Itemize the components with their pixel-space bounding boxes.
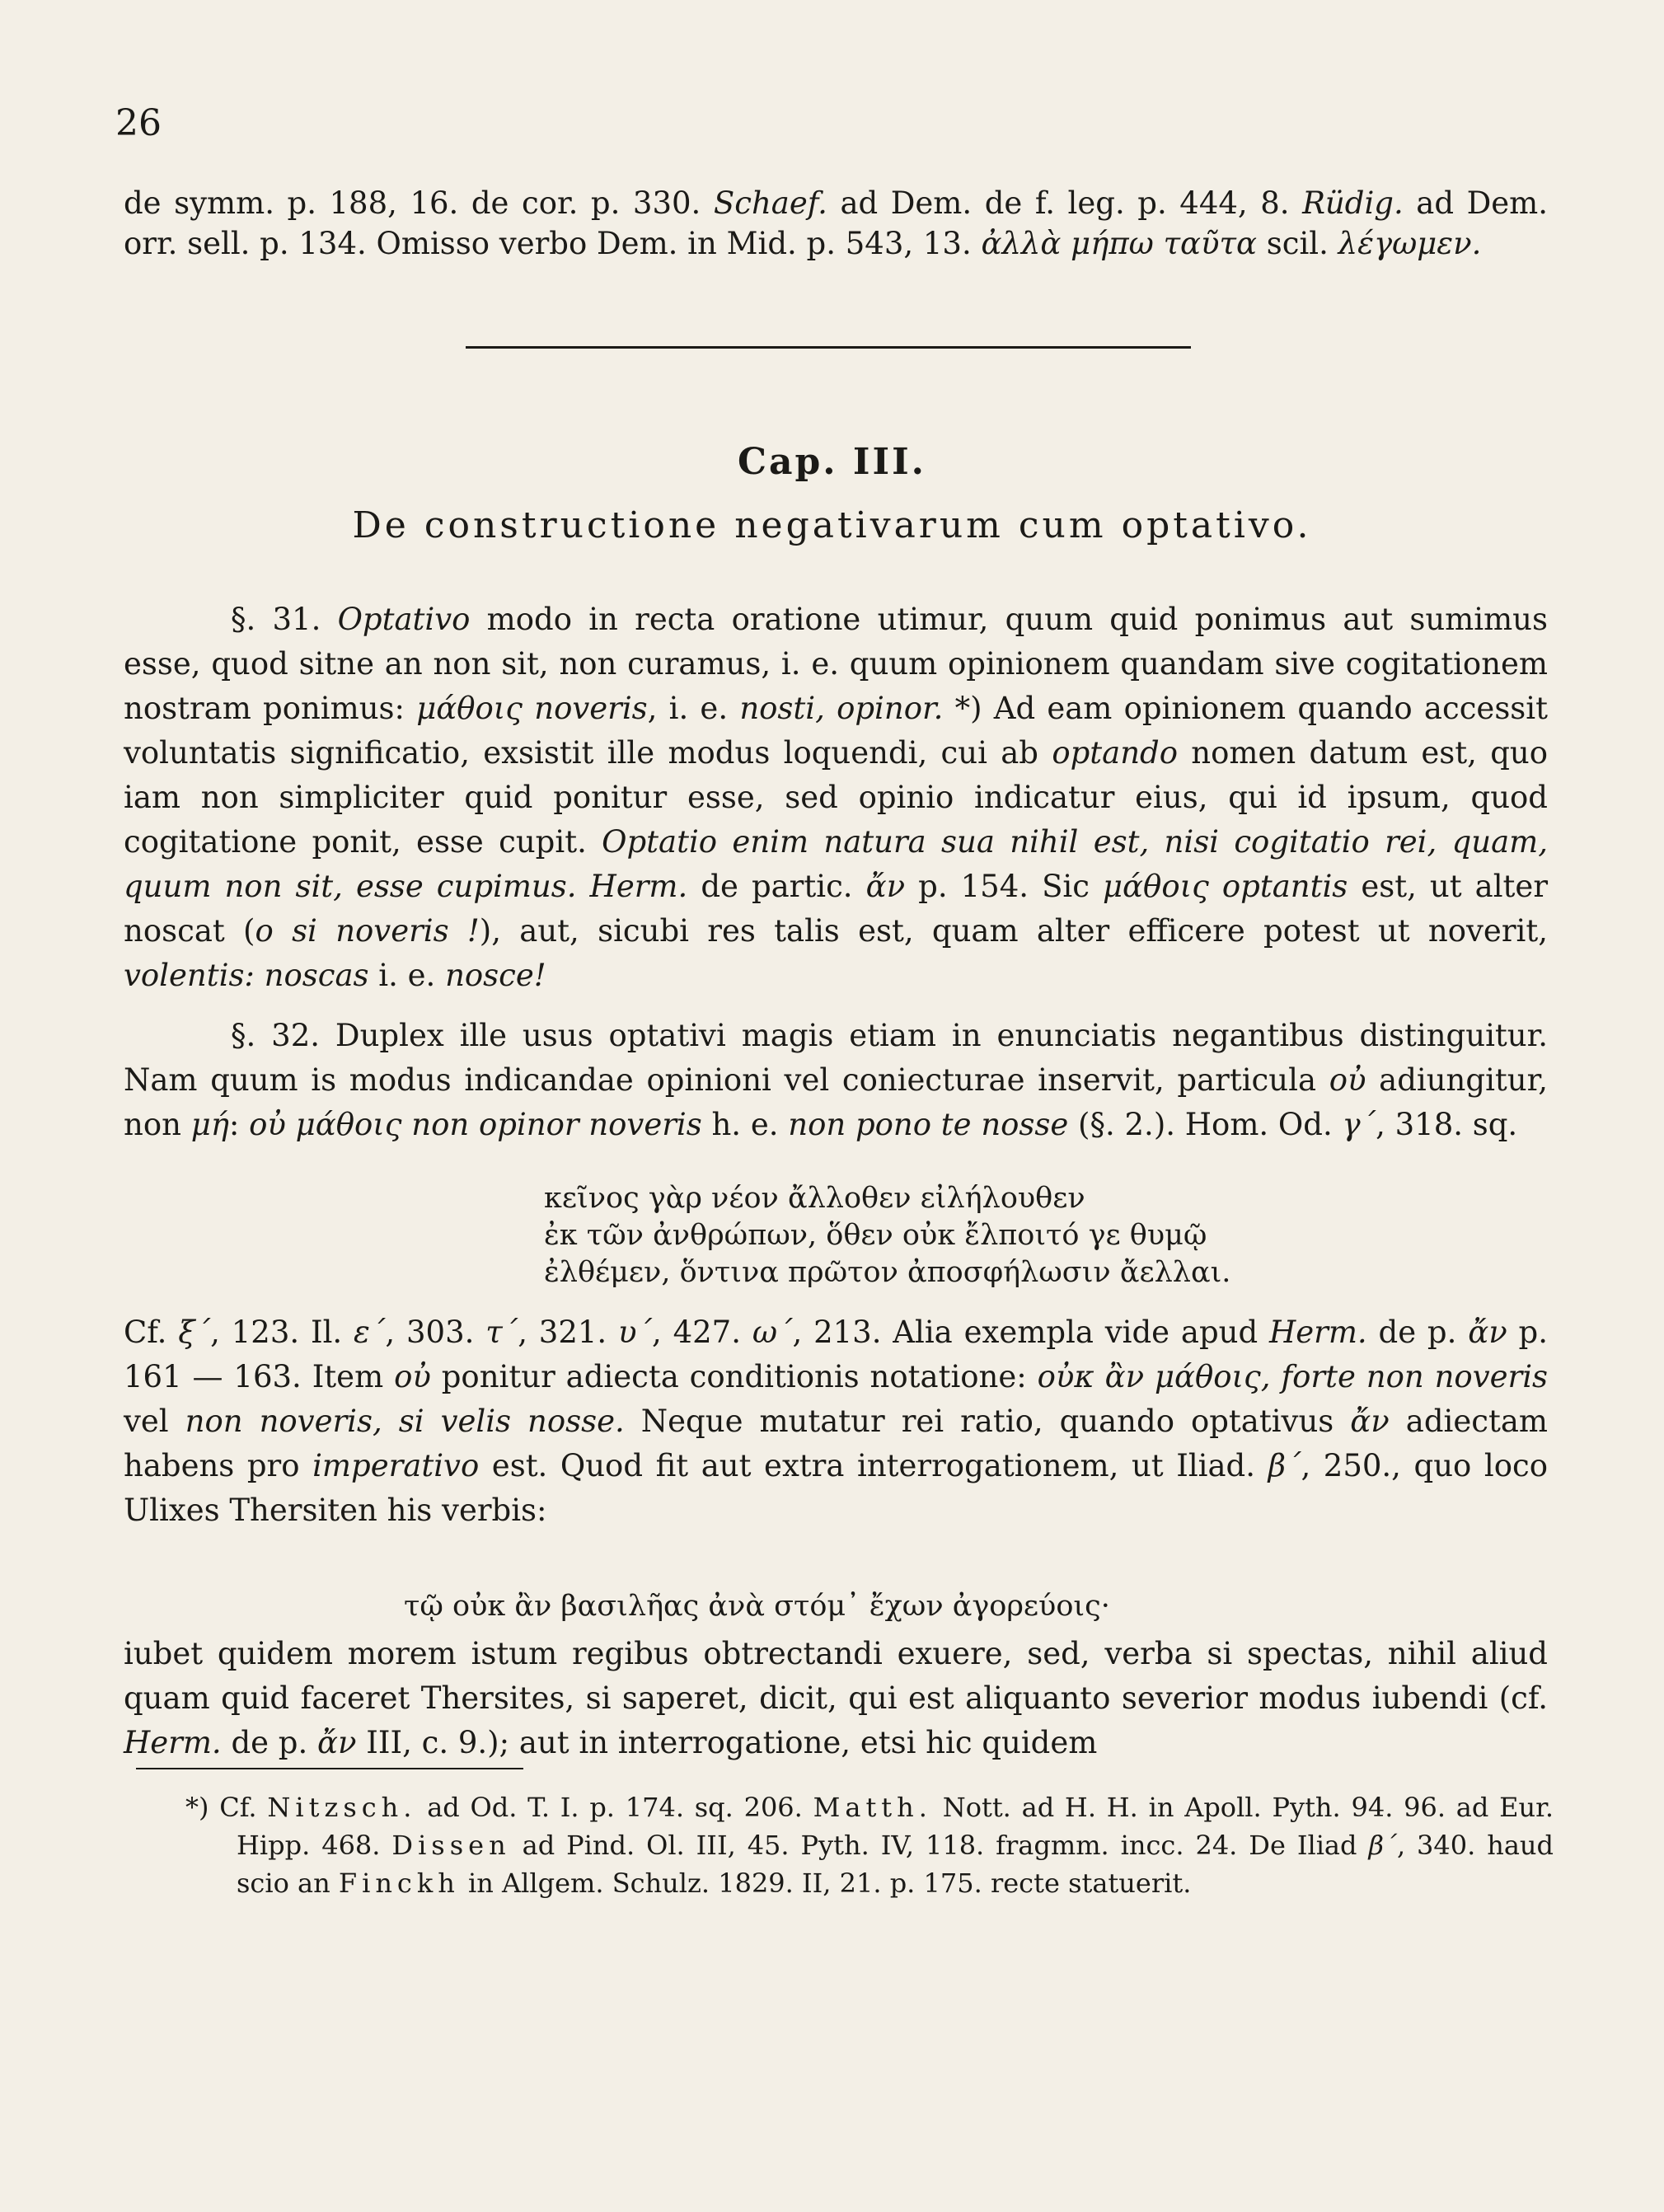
text: est, ut alter noscat ( xyxy=(124,869,1549,949)
emphasis: optantis xyxy=(1208,869,1348,904)
text: , i. e. xyxy=(647,691,740,726)
author-name: Matth. xyxy=(813,1792,932,1823)
greek-word: μή xyxy=(190,1107,229,1142)
author-name: Schaef. xyxy=(713,185,827,221)
verse-line: ἐκ τῶν ἀνθρώπων, ὅθεν οὐκ ἔλποιτό γε θυμῷ xyxy=(544,1219,1207,1252)
greek-word: β´ xyxy=(1368,1830,1397,1861)
text: de p. xyxy=(221,1725,318,1760)
greek-word: ἄν xyxy=(865,869,906,904)
greek-word: ἄν xyxy=(317,1725,357,1760)
paragraph-31 xyxy=(124,598,1548,998)
paragraph-32 xyxy=(124,1014,1548,1147)
text: h. e. xyxy=(701,1107,789,1142)
text: , 123. Il. xyxy=(210,1315,354,1350)
greek-phrase: λέγωμεν. xyxy=(1338,226,1482,261)
emphasis: μάθοις noveris xyxy=(416,691,648,726)
greek-word: ε´ xyxy=(354,1315,386,1350)
text: Cf. xyxy=(124,1315,179,1350)
text: III, c. 9.); aut in interrogatione, etsi hic quidem xyxy=(356,1725,1098,1760)
text: , 427. xyxy=(652,1315,752,1350)
author-name: Finckh xyxy=(338,1868,460,1899)
text: , 213. Alia exempla vide apud xyxy=(792,1315,1269,1350)
text: (§. 2.). Hom. Od. xyxy=(1068,1107,1343,1142)
author-name: Herm. xyxy=(1268,1315,1367,1350)
greek-word: οὐ xyxy=(394,1359,431,1394)
text: *) Ad eam opinionem quando accessit voluntatis significatio, exsistit ille modus loquendi, cui ab xyxy=(124,691,1548,771)
text: vel xyxy=(124,1404,185,1439)
text: adiungitur, non xyxy=(124,1062,1548,1142)
text: iubet quidem morem istum regibus obtrectandi exuere, sed, verba si spectas, nihil aliud quam quid faceret Thersites, si saperet, dicit, qui est aliquanto severior modus iubendi (cf. xyxy=(124,1636,1548,1716)
emphasis: forte non noveris xyxy=(1270,1359,1549,1394)
text: ad Od. T. I. p. 174. sq. 206. xyxy=(416,1792,813,1823)
text: ad Dem. orr. sell. p. 134. Omisso verbo Dem. in Mid. p. 543, 13. xyxy=(124,185,1548,261)
text: *) Cf. xyxy=(185,1792,268,1823)
text: ad Pind. Ol. III, 45. Pyth. IV, 118. fragmm. incc. 24. De Iliad xyxy=(510,1830,1369,1861)
text: ad Dem. de f. leg. p. 444, 8. xyxy=(827,185,1303,221)
author-name: Rüdig. xyxy=(1302,185,1404,221)
emphasis: non opinor noveris xyxy=(401,1107,702,1142)
chapter-title: De constructione negativarum cum optativo. xyxy=(352,504,1312,546)
greek-phrase: οὐ μάθοις xyxy=(249,1107,402,1142)
text: §. 32. Duplex ille usus optativi magis etiam in enunciatis negantibus distinguitur. Nam quum is modus indicandae opinioni vel coniecturae inservit, particula xyxy=(124,1018,1548,1098)
greek-word: οὐ xyxy=(1329,1062,1366,1098)
text: est. Quod fit aut extra interrogationem, ut Iliad. xyxy=(479,1448,1268,1483)
author-name: Dissen xyxy=(391,1830,511,1861)
text: modo in recta oratione utimur, quum quid ponimus aut sumimus esse, quod sitne an non sit, non curamus, i. e. quum opinionem quandam sive cogitationem nostram ponimus: xyxy=(124,602,1548,726)
text: ponitur adiecta conditionis notatione: xyxy=(430,1359,1038,1394)
page-number: 26 xyxy=(115,102,162,144)
author-name: Nitzsch. xyxy=(267,1792,417,1823)
text: Neque mutatur rei ratio, quando optativus xyxy=(624,1404,1351,1439)
verse-line: ἐλθέμεν, ὅντινα πρῶτον ἀποσφήλωσιν ἄελλαι. xyxy=(544,1256,1231,1289)
verse-quotation-iliad xyxy=(404,1588,1110,1625)
greek-phrase: ἀλλὰ μήπω ταῦτα xyxy=(981,226,1257,261)
greek-word: ω´ xyxy=(752,1315,793,1350)
text: p. 161 — 163. Item xyxy=(124,1315,1548,1394)
greek-word: ἄν xyxy=(1350,1404,1390,1439)
text: adiectam habens pro xyxy=(124,1404,1548,1483)
text: nomen datum est, quo iam non simpliciter quid ponitur esse, sed opinio indicatur eius, qui id ipsum, quod cogitatione ponit, esse cupit. xyxy=(124,735,1548,860)
greek-word: υ´ xyxy=(618,1315,652,1350)
text: de symm. p. 188, 16. de cor. p. 330. xyxy=(124,185,714,221)
text: ), aut, sicubi res talis est, quam alter efficere potest ut noverit, xyxy=(479,913,1548,949)
paragraph-34 xyxy=(124,1632,1548,1765)
emphasis: nosti, opinor. xyxy=(739,691,944,726)
emphasis: volentis: noscas xyxy=(124,958,369,993)
verse-line: τῷ οὐκ ἂν βασιλῆας ἀνὰ στόμ᾽ ἔχων ἀγορεύοις· xyxy=(404,1590,1110,1623)
greek-word: ἄν xyxy=(1468,1315,1507,1350)
text: de partic. xyxy=(687,869,866,904)
emphasis: nosce! xyxy=(445,958,546,993)
text: §. 31. xyxy=(231,602,338,637)
greek-word: μάθοις xyxy=(1103,869,1209,904)
text: i. e. xyxy=(368,958,446,993)
verse-quotation-odyssey xyxy=(544,1180,1230,1291)
greek-phrase: οὐκ ἂν μάθοις, xyxy=(1037,1359,1271,1394)
text: , 318. sq. xyxy=(1376,1107,1518,1142)
intro-paragraph xyxy=(124,183,1548,264)
author-name: Herm. xyxy=(124,1725,222,1760)
text: p. 154. Sic xyxy=(905,869,1104,904)
emphasis: o si noveris ! xyxy=(255,913,480,949)
text: , 250., quo loco Ulixes Thersiten his verbis: xyxy=(124,1448,1548,1528)
paragraph-33 xyxy=(124,1310,1548,1533)
emphasis: non pono te nosse xyxy=(788,1107,1069,1142)
emphasis: Optativo xyxy=(337,602,471,637)
emphasis: imperativo xyxy=(312,1448,480,1483)
text: , 303. xyxy=(385,1315,486,1350)
chapter-label: Cap. III. xyxy=(738,441,926,483)
text: scil. xyxy=(1256,226,1338,261)
greek-word: τ´ xyxy=(485,1315,518,1350)
section-divider xyxy=(466,346,1191,349)
emphasis: non noveris, si velis nosse. xyxy=(185,1404,625,1439)
text: : xyxy=(228,1107,250,1142)
text: in Allgem. Schulz. 1829. II, 21. p. 175. recte statuerit. xyxy=(459,1868,1192,1899)
text: Nott. ad H. H. in Apoll. Pyth. 94. 96. ad Eur. Hipp. 468. xyxy=(237,1792,1554,1861)
verse-line: κεῖνος γὰρ νέον ἄλλοθεν εἰλήλουθεν xyxy=(544,1182,1085,1215)
emphasis: Optatio enim natura sua nihil est, nisi cogitatio rei, quam, quum non sit, esse cupimus. Herm. xyxy=(124,824,1548,904)
footnote-divider xyxy=(136,1768,523,1769)
text: de p. xyxy=(1366,1315,1469,1350)
text: , 321. xyxy=(518,1315,618,1350)
text: , 340. haud scio an xyxy=(237,1830,1554,1899)
footnote xyxy=(185,1788,1554,1902)
greek-word: β´ xyxy=(1268,1448,1301,1483)
emphasis: optando xyxy=(1052,735,1178,771)
greek-word: ξ´ xyxy=(178,1315,211,1350)
greek-word: γ´ xyxy=(1342,1107,1376,1142)
